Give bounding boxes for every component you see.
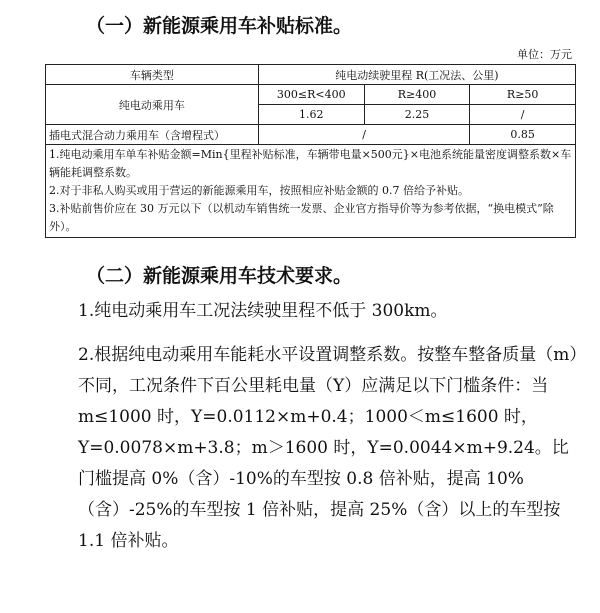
paragraph-energy-coefficient: 2.根据纯电动乘用车能耗水平设置调整系数。按整车整备质量（m）不同，工况条件下百公里耗电量（Y）应满足以下门槛条件：当 m≤1000 时，Y=0.0112×m+0.4；1000＜m≤1600 时，Y=0.0078×m+3.8；m＞1600 时，Y=0.0044×m+9.24。比门槛提高 0%（含）-10%的车型按 0.8 倍补贴，提高 10%（含）-25%的车型按 1 倍补贴，提高 25%（含）以上的车型按 1.1 倍补贴。 xyxy=(78,345,578,551)
range-cell: R≥400 xyxy=(364,85,470,105)
row-label-bev: 纯电动乘用车 xyxy=(46,85,259,125)
table-notes xyxy=(46,145,576,238)
note-item: 2.对于非私人购买或用于营运的新能源乘用车，按照相应补贴金额的 0.7 倍给予补贴。 xyxy=(49,184,469,197)
table-header-row xyxy=(46,65,576,85)
header-vehicle-type: 车辆类型 xyxy=(46,65,259,85)
value-cell: 2.25 xyxy=(364,105,470,125)
paragraph-range-requirement: 1.纯电动乘用车工况法续驶里程不低于 300km。 xyxy=(78,301,448,321)
table-row xyxy=(46,125,576,145)
header-range: 纯电动续驶里程 R(工况法、公里) xyxy=(258,65,575,85)
value-cell: 0.85 xyxy=(470,125,576,145)
table-notes-row xyxy=(46,145,576,238)
note-item: 3.补贴前售价应在 30 万元以下（以机动车销售统一发票、企业官方指导价等为参考依据，“换电模式”除外）。 xyxy=(49,202,554,233)
row-label-phev: 插电式混合动力乘用车（含增程式） xyxy=(46,125,259,145)
value-cell: 1.62 xyxy=(258,105,364,125)
note-item: 1.纯电动乘用车单车补贴金额=Min{里程补贴标准，车辆带电量×500元}×电池系统能量密度调整系数×车辆能耗调整系数。 xyxy=(49,148,572,179)
value-cell: / xyxy=(470,105,576,125)
subsidy-table xyxy=(45,64,576,238)
range-cell: R≥50 xyxy=(470,85,576,105)
unit-label: 单位：万元 xyxy=(517,48,572,61)
section-heading-tech-requirements: （二）新能源乘用车技术要求。 xyxy=(86,265,353,287)
value-cell: / xyxy=(258,125,470,145)
range-cell: 300≤R<400 xyxy=(258,85,364,105)
table-row xyxy=(46,85,576,105)
section-heading-subsidy-standard: （一）新能源乘用车补贴标准。 xyxy=(86,15,353,37)
